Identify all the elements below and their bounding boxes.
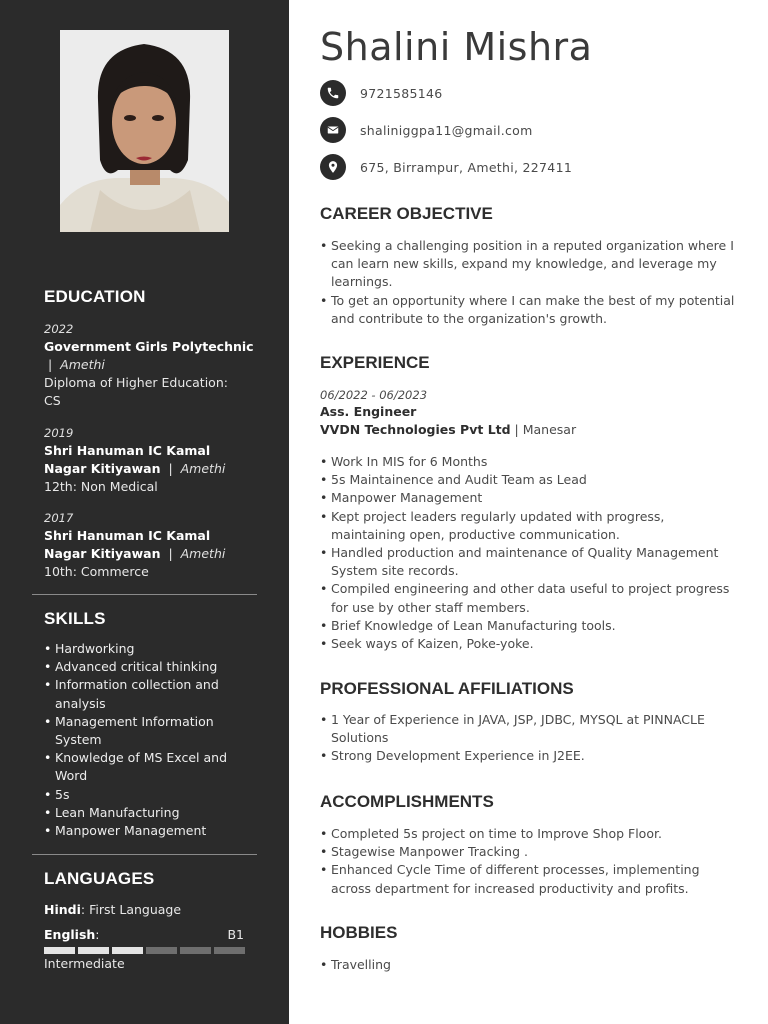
- language-level-segment: [214, 947, 245, 954]
- career-objective-item: • Seeking a challenging position in a reputed organization where I can learn new skills, expand my knowledge, and leverage my learnings.: [320, 237, 740, 292]
- accomplishments-list: [320, 825, 740, 898]
- language-english: [44, 927, 244, 942]
- experience-item: • Compiled engineering and other data useful to project progress for use by other staff members.: [320, 580, 740, 616]
- experience-item: • Brief Knowledge of Lean Manufacturing tools.: [320, 617, 740, 635]
- education-heading: EDUCATION: [44, 287, 146, 306]
- experience-item: • Seek ways of Kaizen, Poke-yoke.: [320, 635, 740, 653]
- language-level-segment: [44, 947, 75, 954]
- experience-item: • 5s Maintainence and Audit Team as Lead: [320, 471, 740, 489]
- experience-title: Ass. Engineer: [320, 404, 417, 419]
- contact-address: [320, 154, 572, 180]
- education-city: Amethi: [180, 461, 226, 476]
- language-level-segment: [180, 947, 211, 954]
- education-degree: Diploma of Higher Education: CS: [44, 375, 228, 408]
- languages-heading: LANGUAGES: [44, 869, 155, 888]
- phone-icon: [320, 80, 346, 106]
- language-hindi: [44, 902, 244, 917]
- language-english-code: B1: [227, 927, 244, 942]
- education-separator: |: [47, 357, 53, 372]
- education-degree: 10th: Commerce: [44, 564, 149, 579]
- profile-photo-illustration: [60, 30, 229, 232]
- candidate-name: Shalini Mishra: [320, 25, 593, 69]
- email-address[interactable]: shaliniggpa11@gmail.com: [360, 122, 533, 138]
- language-hindi-level: : First Language: [80, 902, 182, 917]
- language-english-level-bar: [44, 947, 245, 954]
- language-english-name: English: [44, 927, 96, 942]
- education-separator: |: [168, 461, 173, 476]
- education-year: 2017: [44, 511, 74, 525]
- affiliations-list: [320, 711, 740, 766]
- education-degree: 12th: Non Medical: [44, 479, 158, 494]
- skill-item: • Knowledge of MS Excel and Word: [44, 749, 244, 785]
- education-entry: [44, 424, 254, 496]
- experience-list: [320, 453, 740, 653]
- accomplishments-heading: ACCOMPLISHMENTS: [320, 792, 494, 811]
- section-divider: [32, 854, 257, 855]
- accomplishment-item: • Stagewise Manpower Tracking .: [320, 843, 740, 861]
- language-english-colon: :: [95, 927, 100, 942]
- contact-email: [320, 117, 533, 143]
- skills-heading: SKILLS: [44, 609, 106, 628]
- location-pin-icon: [320, 154, 346, 180]
- envelope-icon: [320, 117, 346, 143]
- skills-list: [44, 640, 244, 840]
- language-level-segment: [78, 947, 109, 954]
- experience-location: | Manesar: [510, 422, 577, 437]
- affiliation-item: • Strong Development Experience in J2EE.: [320, 747, 740, 765]
- phone-number: 9721585146: [360, 85, 443, 101]
- experience-item: • Handled production and maintenance of Quality Management System site records.: [320, 544, 740, 580]
- language-hindi-name: Hindi: [44, 902, 81, 917]
- main-content: [289, 0, 768, 1024]
- experience-company: [320, 422, 576, 437]
- career-objective-heading: CAREER OBJECTIVE: [320, 204, 493, 223]
- skill-item: • Management Information System: [44, 713, 244, 749]
- experience-item: • Kept project leaders regularly updated with progress, maintaining open, productive communication.: [320, 508, 740, 544]
- education-city: Amethi: [180, 546, 226, 561]
- hobbies-heading: HOBBIES: [320, 923, 398, 942]
- education-city: Amethi: [60, 357, 105, 372]
- skill-item: • 5s: [44, 786, 244, 804]
- language-level-segment: [112, 947, 143, 954]
- profile-photo: [60, 30, 229, 232]
- skill-item: • Hardworking: [44, 640, 244, 658]
- education-school: Shri Hanuman IC Kamal Nagar Kitiyawan: [44, 528, 211, 561]
- education-entry: [44, 320, 254, 410]
- skill-item: • Advanced critical thinking: [44, 658, 244, 676]
- hobbies-list: [320, 956, 740, 974]
- education-year: 2019: [44, 426, 74, 440]
- sidebar: [0, 0, 289, 1024]
- accomplishment-item: • Completed 5s project on time to Improve Shop Floor.: [320, 825, 740, 843]
- affiliation-item: • 1 Year of Experience in JAVA, JSP, JDBC, MYSQL at PINNACLE Solutions: [320, 711, 740, 747]
- experience-item: • Manpower Management: [320, 489, 740, 507]
- experience-date: 06/2022 - 06/2023: [320, 388, 428, 402]
- education-separator: |: [168, 546, 173, 561]
- experience-heading: EXPERIENCE: [320, 353, 430, 372]
- career-objective-item: • To get an opportunity where I can make the best of my potential and contribute to the organization's growth.: [320, 292, 740, 328]
- skill-item: • Manpower Management: [44, 822, 244, 840]
- education-school: Government Girls Polytechnic: [44, 339, 254, 354]
- language-english-level: Intermediate: [44, 956, 125, 971]
- career-objective-list: [320, 237, 740, 328]
- education-year: 2022: [44, 322, 74, 336]
- experience-item: • Work In MIS for 6 Months: [320, 453, 740, 471]
- postal-address: 675, Birrampur, Amethi, 227411: [360, 159, 573, 175]
- education-school: Shri Hanuman IC Kamal Nagar Kitiyawan: [44, 443, 211, 476]
- skill-item: • Information collection and analysis: [44, 676, 244, 712]
- section-divider: [32, 594, 257, 595]
- affiliations-heading: PROFESSIONAL AFFILIATIONS: [320, 679, 574, 698]
- education-entry: [44, 509, 254, 581]
- contact-phone: [320, 80, 443, 106]
- skill-item: • Lean Manufacturing: [44, 804, 244, 822]
- accomplishment-item: • Enhanced Cycle Time of different processes, implementing across department for increased productivity and profits.: [320, 861, 740, 897]
- hobby-item: • Travelling: [320, 956, 740, 974]
- language-level-segment: [146, 947, 177, 954]
- experience-company-name: VVDN Technologies Pvt Ltd: [320, 422, 511, 437]
